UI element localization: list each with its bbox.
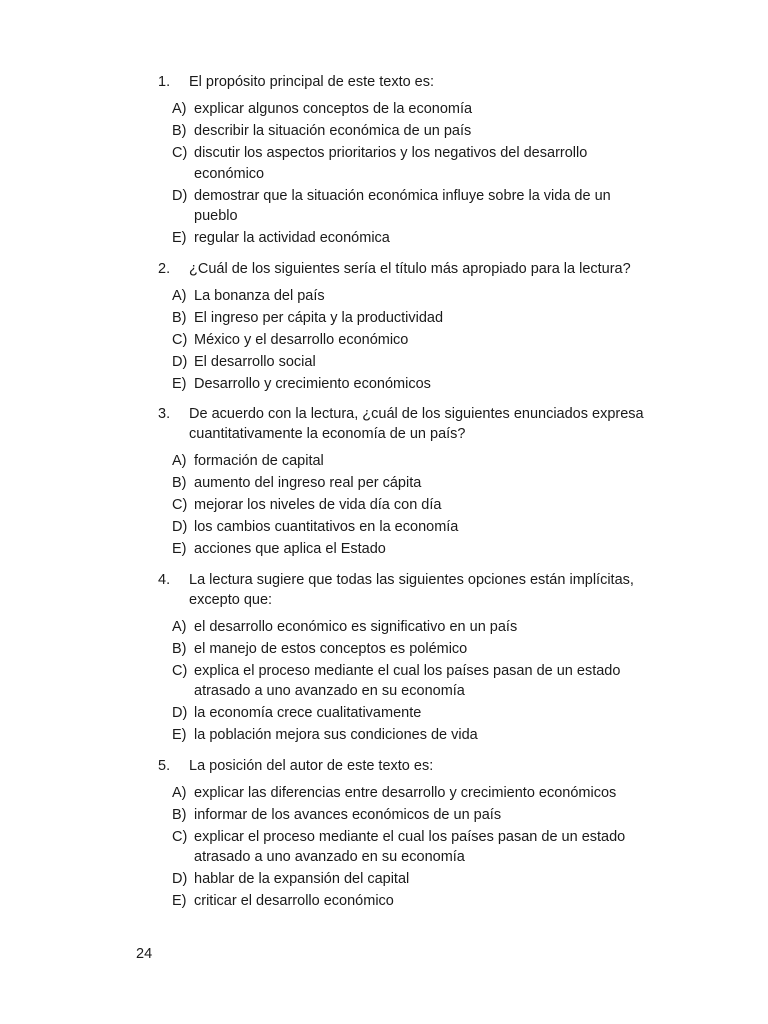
option-b xyxy=(172,308,658,329)
option-letter: A) xyxy=(172,784,187,801)
option-a xyxy=(172,99,658,120)
question-text: La posición del autor de este texto es: xyxy=(189,757,434,774)
option-b xyxy=(172,121,658,142)
question-number: 5. xyxy=(158,757,171,774)
option-list xyxy=(158,286,658,395)
option-letter: C) xyxy=(172,497,188,513)
option-c xyxy=(172,661,658,702)
option-letter: C) xyxy=(172,662,188,679)
option-a xyxy=(172,286,658,307)
option-b xyxy=(172,805,658,826)
question-3 xyxy=(158,404,658,560)
option-text: discutir los aspectos prioritarios y los negativos del desarrollo económico xyxy=(194,145,588,182)
option-letter: A) xyxy=(172,618,187,635)
option-list xyxy=(158,99,658,249)
question-list xyxy=(158,72,658,922)
question-number: 4. xyxy=(158,571,171,588)
option-letter: B) xyxy=(172,123,187,139)
option-c xyxy=(172,827,658,868)
page-number: 24 xyxy=(136,946,153,962)
option-c xyxy=(172,495,658,516)
option-text: El desarrollo social xyxy=(194,353,316,370)
option-e xyxy=(172,891,658,912)
option-text: informar de los avances económicos de un país xyxy=(194,806,502,823)
option-letter: C) xyxy=(172,145,188,161)
option-c xyxy=(172,330,658,351)
option-letter: D) xyxy=(172,519,188,535)
option-letter: D) xyxy=(172,705,188,721)
option-list xyxy=(158,451,658,560)
option-b xyxy=(172,639,658,660)
option-e xyxy=(172,725,658,746)
question-4 xyxy=(158,570,658,746)
option-letter: C) xyxy=(172,828,188,845)
option-e xyxy=(172,539,658,560)
option-text: el manejo de estos conceptos es polémico xyxy=(194,640,468,657)
question-text: De acuerdo con la lectura, ¿cuál de los siguientes enunciados expresa cuantitativamente la economía de un país? xyxy=(189,406,644,442)
option-text: explicar el proceso mediante el cual los países pasan de un estado atrasado a uno avanzado en su economía xyxy=(194,828,626,865)
option-text: acciones que aplica el Estado xyxy=(194,541,386,557)
question-number: 2. xyxy=(158,260,171,277)
option-d xyxy=(172,186,658,227)
option-text: demostrar que la situación económica influye sobre la vida de un pueblo xyxy=(194,187,611,224)
option-text: la economía crece cualitativamente xyxy=(194,705,422,721)
option-b xyxy=(172,473,658,494)
option-text: formación de capital xyxy=(194,453,324,469)
question-2 xyxy=(158,259,658,395)
option-list xyxy=(158,617,658,746)
option-text: explicar las diferencias entre desarrollo y crecimiento económicos xyxy=(194,784,617,801)
option-letter: D) xyxy=(172,871,188,887)
option-d xyxy=(172,703,658,724)
option-letter: A) xyxy=(172,287,187,304)
option-e xyxy=(172,228,658,249)
question-stem xyxy=(158,404,658,444)
option-letter: E) xyxy=(172,541,187,557)
question-text: La lectura sugiere que todas las siguientes opciones están implícitas, excepto que: xyxy=(189,571,634,608)
option-text: La bonanza del país xyxy=(194,287,325,304)
option-letter: B) xyxy=(172,806,187,823)
question-stem xyxy=(158,72,658,92)
option-text: México y el desarrollo económico xyxy=(194,331,409,348)
option-letter: B) xyxy=(172,309,187,326)
option-text: mejorar los niveles de vida día con día xyxy=(194,497,442,513)
option-a xyxy=(172,451,658,472)
option-text: criticar el desarrollo económico xyxy=(194,893,394,909)
option-letter: D) xyxy=(172,187,188,204)
question-5 xyxy=(158,756,658,912)
question-number: 1. xyxy=(158,74,171,90)
option-d xyxy=(172,517,658,538)
option-text: regular la actividad económica xyxy=(194,230,390,246)
question-number: 3. xyxy=(158,406,171,422)
option-text: El ingreso per cápita y la productividad xyxy=(194,309,444,326)
option-d xyxy=(172,869,658,890)
option-text: aumento del ingreso real per cápita xyxy=(194,475,422,491)
option-text: explica el proceso mediante el cual los países pasan de un estado atrasado a uno avanzado en su economía xyxy=(194,662,621,699)
option-text: el desarrollo económico es significativo en un país xyxy=(194,618,518,635)
option-text: hablar de la expansión del capital xyxy=(194,871,410,887)
option-letter: D) xyxy=(172,353,188,370)
option-text: la población mejora sus condiciones de vida xyxy=(194,727,478,743)
option-d xyxy=(172,352,658,373)
option-letter: E) xyxy=(172,893,187,909)
question-text: El propósito principal de este texto es: xyxy=(189,74,435,90)
option-letter: E) xyxy=(172,375,187,392)
option-letter: A) xyxy=(172,453,187,469)
question-text: ¿Cuál de los siguientes sería el título más apropiado para la lectura? xyxy=(189,260,631,277)
option-c xyxy=(172,143,658,184)
option-text: los cambios cuantitativos en la economía xyxy=(194,519,459,535)
option-letter: A) xyxy=(172,101,187,117)
option-letter: E) xyxy=(172,727,187,743)
option-text: describir la situación económica de un país xyxy=(194,123,472,139)
option-e xyxy=(172,374,658,395)
option-letter: B) xyxy=(172,475,187,491)
option-list xyxy=(158,783,658,912)
option-letter: E) xyxy=(172,230,187,246)
question-stem xyxy=(158,259,658,279)
option-letter: C) xyxy=(172,331,188,348)
option-a xyxy=(172,783,658,804)
question-1 xyxy=(158,72,658,249)
option-text: explicar algunos conceptos de la economía xyxy=(194,101,473,117)
option-a xyxy=(172,617,658,638)
option-letter: B) xyxy=(172,640,187,657)
question-stem xyxy=(158,756,658,776)
question-stem xyxy=(158,570,658,610)
option-text: Desarrollo y crecimiento económicos xyxy=(194,375,431,392)
